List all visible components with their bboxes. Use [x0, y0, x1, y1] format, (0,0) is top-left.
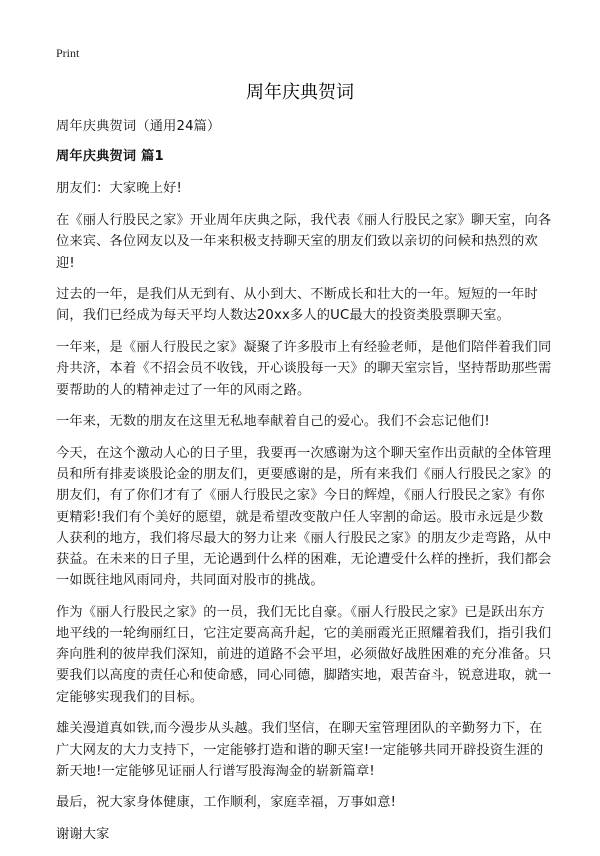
- paragraph-thanks: 今天，在这个激动人心的日子里，我要再一次感谢为这个聊天室作出贡献的全体管理员和所有排麦谈股论金的朋友们，更要感谢的是，所有来我们《丽人行股民之家》的朋友们，有了你们才有了《丽人行股民之家》今日的辉煌，《丽人行股民之家》有你更精彩!我们有个美好的愿望，就是希望改变散户任人宰割的命运。股市永远是少数人获利的地方，我们将尽最大的努力让来《丽人行股民之家》的朋友少走弯路，从中获益。在未来的日子里，无论遇到什么样的困难，无论遭受什么样的挫折，我们都会一如既往地风雨同舟，共同面对股市的挑战。: [56, 445, 552, 589]
- paragraph-past-year: 过去的一年，是我们从无到有、从小到大、不断成长和壮大的一年。短短的一年时间，我们已经成为每天平均人数达20xx多人的UC最大的投资类股票聊天室。: [56, 287, 538, 324]
- page-title: 周年庆典贺词: [246, 82, 354, 103]
- document-subtitle: 周年庆典贺词（通用24篇）: [56, 119, 221, 134]
- paragraph-welcome: 在《丽人行股民之家》开业周年庆典之际，我代表《丽人行股民之家》聊天室，向各位来宾、各位网友以及一年来积极支持聊天室的朋友们致以亲切的问候和热烈的欢迎!: [56, 213, 552, 271]
- paragraph-belief: 雄关漫道真如铁,而今漫步从头越。我们坚信，在聊天室管理团队的辛勤努力下，在广大网友的大力支持下，一定能够打造和谐的聊天室!一定能够共同开辟投资生涯的新天地!一定能够见证丽人行谱写股海淘金的崭新篇章!: [56, 721, 544, 779]
- paragraph-friends: 一年来，无数的朋友在这里无私地奉献着自己的爱心。我们不会忘记他们!: [56, 414, 490, 430]
- paragraph-greeting: 朋友们：大家晚上好!: [56, 181, 182, 197]
- paragraph-closing: 谢谢大家: [56, 827, 110, 843]
- paragraph-teachers: 一年来，是《丽人行股民之家》凝聚了许多股市上有经验老师，是他们陪伴着我们同舟共济，本着《不招会员不收钱，开心谈股每一天》的聊天室宗旨，坚持帮助那些需要帮助的人的精神走过了一年的风雨之路。: [56, 340, 552, 398]
- section-heading: 周年庆典贺词 篇1: [56, 149, 164, 165]
- document-body: [56, 116, 554, 856]
- print-link[interactable]: Print: [56, 46, 80, 60]
- paragraph-pride: 作为《丽人行股民之家》的一员，我们无比自豪。《丽人行股民之家》已是跃出东方地平线的一轮绚丽红日，它注定要高高升起，它的美丽霞光正照耀着我们，指引我们奔向胜利的彼岸我们深知，前进的道路不会平坦，必须做好战胜困难的充分准备。只要我们以高度的责任心和使命感，同心同德，脚踏实地，艰苦奋斗，锐意进取，就一定能够实现我们的目标。: [56, 604, 552, 705]
- paragraph-wishes: 最后，祝大家身体健康，工作顺利，家庭幸福，万事如意!: [56, 795, 397, 811]
